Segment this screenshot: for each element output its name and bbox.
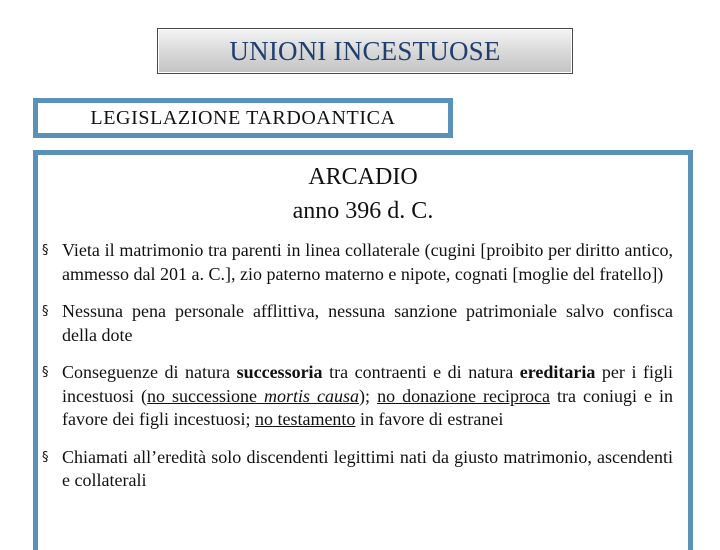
content-panel bbox=[33, 150, 693, 550]
bullet-icon: § bbox=[42, 449, 49, 465]
list-item-text: Nessuna pena personale afflittiva, nessuna sanzione patrimoniale salvo confisca della dote bbox=[62, 301, 673, 345]
list-item bbox=[38, 300, 688, 347]
bullet-icon: § bbox=[42, 243, 49, 258]
section-label bbox=[33, 98, 453, 138]
list-item-text: Conseguenze di natura successoria tra contraenti e di natura ereditaria per i figli incestuosi (no successione mortis causa); no donazione reciproca tra coniugi e in favore dei figli incestuosi; no testamento in favore di estranei bbox=[62, 362, 674, 429]
bullet-icon: § bbox=[42, 365, 49, 380]
list-item bbox=[38, 239, 688, 286]
content-heading bbox=[38, 160, 688, 228]
heading-emperor: ARCADIO bbox=[308, 164, 418, 190]
heading-year: anno 396 d. C. bbox=[292, 198, 434, 224]
bullet-icon: § bbox=[42, 304, 49, 319]
slide-title bbox=[157, 28, 573, 74]
list-item bbox=[38, 361, 688, 432]
slide-title-text: UNIONI INCESTUOSE bbox=[229, 35, 501, 66]
list-item-text: Chiamati all’eredità solo discendenti legittimi nati da giusto matrimonio, ascendenti e collaterali bbox=[62, 446, 673, 490]
list-item-text: Vieta il matrimonio tra parenti in linea collaterale (cugini [proibito per diritto antico, ammesso dal 201 a. C.], zio paterno materno e nipote, cognati [moglie del fratello]) bbox=[62, 240, 673, 284]
list-item bbox=[38, 446, 688, 493]
bullet-list bbox=[38, 239, 688, 507]
section-label-text: LEGISLAZIONE TARDOANTICA bbox=[90, 106, 396, 129]
